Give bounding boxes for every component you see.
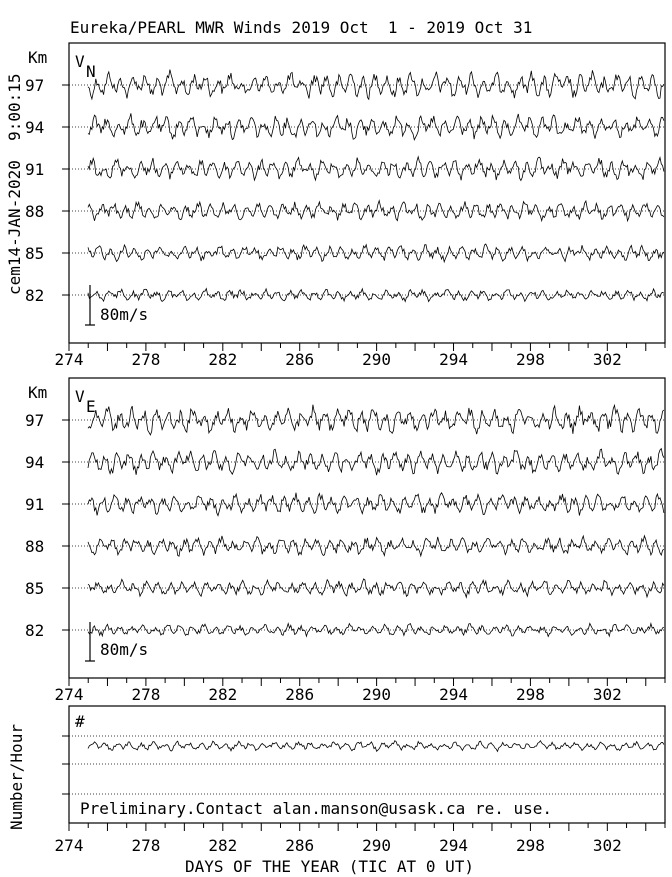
count-xtick-label: 278	[131, 836, 161, 855]
panel-ve-scale-label: 80m/s	[100, 640, 149, 659]
panel-vn-label: V	[75, 52, 85, 71]
panel-vn-sublabel: N	[86, 62, 96, 81]
panel-vn-unit: Km	[28, 48, 48, 67]
count-xtick-label: 298	[515, 836, 545, 855]
count-xtick-label: 290	[362, 836, 392, 855]
ve-xtick-label: 302	[592, 685, 622, 704]
vn-xtick-label: 294	[439, 350, 468, 369]
vn-height-label: 85	[25, 244, 45, 263]
ve-xtick-label: 286	[285, 685, 315, 704]
count-xtick-label: 286	[285, 836, 315, 855]
ve-height-label: 97	[25, 411, 45, 430]
vn-xtick-label: 298	[515, 350, 545, 369]
x-axis-label: DAYS OF THE YEAR (TIC AT 0 UT)	[185, 857, 474, 876]
vn-xtick-label: 302	[592, 350, 622, 369]
ve-xtick-label: 298	[515, 685, 545, 704]
panel-ve-sublabel: E	[86, 397, 96, 416]
panel-ve-label: V	[75, 387, 85, 406]
ve-xtick-label: 274	[54, 685, 84, 704]
panel-ve	[25, 378, 665, 704]
ve-height-label: 94	[25, 453, 45, 472]
ve-xtick-label: 282	[208, 685, 238, 704]
side-timestamp: cem14-JAN-2020 9:00:15	[5, 73, 24, 295]
vn-height-label: 82	[25, 286, 45, 305]
vn-series-line	[88, 113, 664, 140]
count-xtick-label: 302	[592, 836, 622, 855]
panel-count-label: #	[75, 712, 85, 731]
ve-height-label: 88	[25, 537, 45, 556]
vn-series-line	[88, 70, 664, 100]
vn-height-label: 88	[25, 202, 45, 221]
vn-height-label: 97	[25, 76, 45, 95]
notice-text: Preliminary.Contact alan.manson@usask.ca re. use.	[80, 799, 553, 818]
vn-xtick-label: 290	[362, 350, 392, 369]
panel-vn-scale-label: 80m/s	[100, 305, 149, 324]
count-xtick-label: 274	[54, 836, 84, 855]
panel-count	[7, 706, 665, 855]
ve-xtick-label: 278	[131, 685, 161, 704]
ve-height-label: 85	[25, 579, 45, 598]
ve-xtick-label: 294	[439, 685, 468, 704]
vn-series-line	[88, 289, 664, 302]
vn-xtick-label: 278	[131, 350, 161, 369]
vn-height-label: 94	[25, 118, 45, 137]
panel-vn	[25, 43, 665, 369]
count-series-line	[88, 741, 664, 752]
ve-xtick-label: 290	[362, 685, 392, 704]
vn-xtick-label: 274	[54, 350, 84, 369]
vn-height-label: 91	[25, 160, 45, 179]
ve-height-label: 91	[25, 495, 45, 514]
ve-height-label: 82	[25, 621, 45, 640]
vn-xtick-label: 286	[285, 350, 315, 369]
panel-ve-unit: Km	[28, 383, 48, 402]
count-xtick-label: 282	[208, 836, 238, 855]
chart-title: Eureka/PEARL MWR Winds 2019 Oct 1 - 2019 Oct 31	[70, 18, 533, 37]
vn-xtick-label: 282	[208, 350, 238, 369]
panel-count-ylabel: Number/Hour	[7, 724, 26, 830]
count-xtick-label: 294	[439, 836, 468, 855]
